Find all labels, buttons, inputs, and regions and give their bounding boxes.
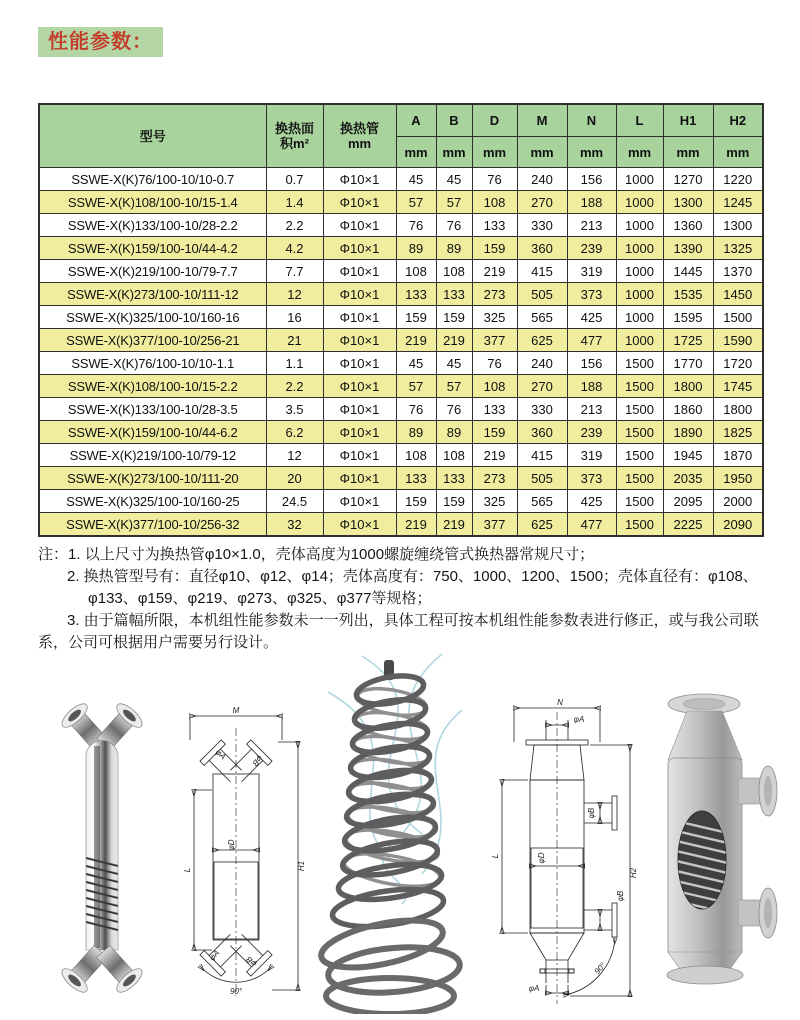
value-cell: 76 (436, 214, 472, 237)
label-phiA-bottom: φA (528, 984, 540, 993)
value-cell: 1370 (713, 260, 763, 283)
value-cell: 1500 (616, 467, 663, 490)
label-phiB-upper: φB (587, 807, 596, 819)
table-row (39, 260, 763, 283)
value-cell: 239 (567, 237, 616, 260)
table-row (39, 168, 763, 191)
value-cell: 1325 (713, 237, 763, 260)
unit-B: mm (436, 137, 472, 168)
value-cell: 565 (517, 490, 567, 513)
note-line-1 (38, 544, 764, 566)
label-phiA-bottom: φA (207, 948, 222, 963)
value-cell: Φ10×1 (323, 237, 396, 260)
value-cell: 159 (396, 306, 436, 329)
unit-A: mm (396, 137, 436, 168)
value-cell: 1.4 (266, 191, 323, 214)
model-cell: SSWE-X(K)325/100-10/160-16 (39, 306, 266, 329)
value-cell: 108 (472, 191, 517, 214)
value-cell: 1500 (616, 352, 663, 375)
spec-table (38, 103, 764, 537)
label-phiB-lower: φB (616, 890, 625, 902)
value-cell: 1800 (713, 398, 763, 421)
value-cell: 565 (517, 306, 567, 329)
value-cell: 2095 (663, 490, 713, 513)
value-cell: 1450 (713, 283, 763, 306)
page-title: 性能参数： (38, 27, 163, 57)
value-cell: Φ10×1 (323, 513, 396, 537)
table-header (39, 104, 763, 168)
tube-header-line1: 换热管 (339, 121, 379, 136)
label-90deg: 90° (229, 987, 243, 996)
value-cell: 3.5 (266, 398, 323, 421)
value-cell: 1720 (713, 352, 763, 375)
unit-H2: mm (713, 137, 763, 168)
table-row (39, 191, 763, 214)
value-cell: 325 (472, 490, 517, 513)
col-header-area (266, 104, 323, 168)
unit-L: mm (616, 137, 663, 168)
value-cell: 89 (396, 237, 436, 260)
value-cell: 1500 (616, 490, 663, 513)
value-cell: 625 (517, 329, 567, 352)
value-cell: 1360 (663, 214, 713, 237)
dim-L (491, 780, 528, 933)
value-cell: 1950 (713, 467, 763, 490)
value-cell: 1000 (616, 260, 663, 283)
value-cell: 1745 (713, 375, 763, 398)
value-cell: 1770 (663, 352, 713, 375)
value-cell: 1890 (663, 421, 713, 444)
value-cell: 1300 (663, 191, 713, 214)
value-cell: 373 (567, 283, 616, 306)
value-cell: 1.1 (266, 352, 323, 375)
bottom-flange (667, 966, 743, 984)
value-cell: 1860 (663, 398, 713, 421)
value-cell: 133 (396, 283, 436, 306)
value-cell: 2.2 (266, 214, 323, 237)
drawing-front-view (166, 700, 306, 1000)
value-cell: 425 (567, 306, 616, 329)
note-item-1: 1. 以上尺寸为换热管φ10×1.0，壳体高度为1000螺旋缠绕管式换热器常规尺寸； (68, 546, 595, 563)
value-cell: 1500 (616, 513, 663, 537)
value-cell: 1445 (663, 260, 713, 283)
lower-side-nozzle (584, 890, 625, 937)
value-cell: 1000 (616, 214, 663, 237)
value-cell: Φ10×1 (323, 467, 396, 490)
value-cell: 45 (396, 168, 436, 191)
value-cell: Φ10×1 (323, 191, 396, 214)
model-cell: SSWE-X(K)377/100-10/256-21 (39, 329, 266, 352)
col-header-D: D (472, 104, 517, 137)
value-cell: 76 (472, 168, 517, 191)
model-cell: SSWE-X(K)159/100-10/44-6.2 (39, 421, 266, 444)
value-cell: Φ10×1 (323, 306, 396, 329)
dim-phiA-bottom (529, 984, 568, 995)
model-cell: SSWE-X(K)219/100-10/79-12 (39, 444, 266, 467)
value-cell: 1300 (713, 214, 763, 237)
table-row (39, 467, 763, 490)
value-cell: 1220 (713, 168, 763, 191)
value-cell: Φ10×1 (323, 329, 396, 352)
value-cell: 415 (517, 444, 567, 467)
area-header-line1: 换热面 (274, 121, 314, 136)
model-cell: SSWE-X(K)76/100-10/10-0.7 (39, 168, 266, 191)
value-cell: 273 (472, 283, 517, 306)
value-cell: 108 (396, 444, 436, 467)
value-cell: 0.7 (266, 168, 323, 191)
label-phiA-top: φA (573, 715, 585, 724)
notes-block (38, 544, 764, 654)
label-L: L (183, 867, 192, 873)
model-cell: SSWE-X(K)108/100-10/15-1.4 (39, 191, 266, 214)
value-cell: 219 (436, 329, 472, 352)
photo-shell-exchanger (642, 688, 792, 988)
value-cell: 12 (266, 444, 323, 467)
model-cell: SSWE-X(K)377/100-10/256-32 (39, 513, 266, 537)
value-cell: Φ10×1 (323, 490, 396, 513)
value-cell: 1800 (663, 375, 713, 398)
coil-outer-layer (330, 671, 446, 932)
value-cell: 1000 (616, 306, 663, 329)
photo-spiral-coil (300, 652, 480, 1014)
value-cell: Φ10×1 (323, 352, 396, 375)
value-cell: 330 (517, 398, 567, 421)
value-cell: 21 (266, 329, 323, 352)
unit-M: mm (517, 137, 567, 168)
value-cell: 76 (396, 398, 436, 421)
value-cell: 2000 (713, 490, 763, 513)
value-cell: 133 (436, 283, 472, 306)
value-cell: 377 (472, 513, 517, 537)
model-cell: SSWE-X(K)133/100-10/28-2.2 (39, 214, 266, 237)
table-row (39, 513, 763, 537)
col-header-H2: H2 (713, 104, 763, 137)
table-row (39, 214, 763, 237)
value-cell: 133 (472, 398, 517, 421)
value-cell: 159 (396, 490, 436, 513)
value-cell: 159 (436, 306, 472, 329)
label-M: M (232, 706, 240, 715)
note-item-2: 2. 换热管型号有：直径φ10、φ12、φ14；壳体高度有：750、1000、1200、1500；壳体直径有：φ108、φ133、φ159、φ219、φ273、φ325、φ377等规格； (67, 568, 758, 607)
note-item-3: 3. 由于篇幅所限，本机组性能参数未一一列出，具体工程可按本机组性能参数表进行修正，或与我公司联系，公司可根据用户需要另行设计。 (38, 612, 759, 651)
value-cell: 625 (517, 513, 567, 537)
value-cell: Φ10×1 (323, 168, 396, 191)
value-cell: 108 (472, 375, 517, 398)
value-cell: 505 (517, 467, 567, 490)
label-L: L (491, 853, 500, 859)
value-cell: 2225 (663, 513, 713, 537)
value-cell: 1825 (713, 421, 763, 444)
value-cell: 1000 (616, 283, 663, 306)
table-row (39, 329, 763, 352)
value-cell: 330 (517, 214, 567, 237)
label-phiD: φD (227, 839, 236, 851)
value-cell: Φ10×1 (323, 444, 396, 467)
table-row (39, 375, 763, 398)
col-header-N: N (567, 104, 616, 137)
value-cell: 477 (567, 513, 616, 537)
label-phiA-top: φA (213, 747, 228, 762)
label-phiB-top: φB (250, 753, 265, 768)
value-cell: 45 (436, 352, 472, 375)
value-cell: 377 (472, 329, 517, 352)
table-row (39, 398, 763, 421)
col-header-A: A (396, 104, 436, 137)
value-cell: 1500 (616, 398, 663, 421)
value-cell: 1500 (713, 306, 763, 329)
value-cell: 240 (517, 352, 567, 375)
table-row (39, 283, 763, 306)
value-cell: 319 (567, 260, 616, 283)
value-cell: 219 (472, 260, 517, 283)
value-cell: Φ10×1 (323, 283, 396, 306)
value-cell: 89 (436, 421, 472, 444)
model-cell: SSWE-X(K)133/100-10/28-3.5 (39, 398, 266, 421)
col-header-L: L (616, 104, 663, 137)
model-cell: SSWE-X(K)108/100-10/15-2.2 (39, 375, 266, 398)
value-cell: 1500 (616, 375, 663, 398)
value-cell: 360 (517, 237, 567, 260)
top-cone (668, 711, 742, 760)
value-cell: 325 (472, 306, 517, 329)
value-cell: 89 (396, 421, 436, 444)
value-cell: 505 (517, 283, 567, 306)
drawing-side-view (482, 698, 642, 1008)
model-cell: SSWE-X(K)219/100-10/79-7.7 (39, 260, 266, 283)
unit-H1: mm (663, 137, 713, 168)
value-cell: 133 (436, 467, 472, 490)
value-cell: 57 (436, 375, 472, 398)
model-cell: SSWE-X(K)273/100-10/111-12 (39, 283, 266, 306)
value-cell: 273 (472, 467, 517, 490)
angle-arc (564, 938, 615, 995)
value-cell: 219 (396, 329, 436, 352)
value-cell: 45 (436, 168, 472, 191)
value-cell: 213 (567, 214, 616, 237)
value-cell: 373 (567, 467, 616, 490)
dim-H2 (570, 745, 638, 996)
value-cell: 24.5 (266, 490, 323, 513)
value-cell: 57 (396, 375, 436, 398)
value-cell: 188 (567, 191, 616, 214)
value-cell: 240 (517, 168, 567, 191)
col-header-B: B (436, 104, 472, 137)
model-cell: SSWE-X(K)325/100-10/160-25 (39, 490, 266, 513)
value-cell: 1945 (663, 444, 713, 467)
table-row (39, 490, 763, 513)
label-90deg: 90° (592, 960, 608, 976)
value-cell: 159 (472, 421, 517, 444)
value-cell: 319 (567, 444, 616, 467)
value-cell: 188 (567, 375, 616, 398)
value-cell: Φ10×1 (323, 421, 396, 444)
value-cell: 1595 (663, 306, 713, 329)
note-prefix: 注： (38, 546, 69, 563)
value-cell: Φ10×1 (323, 214, 396, 237)
value-cell: 4.2 (266, 237, 323, 260)
table-row (39, 306, 763, 329)
value-cell: 1500 (616, 421, 663, 444)
value-cell: 57 (396, 191, 436, 214)
value-cell: 2.2 (266, 375, 323, 398)
value-cell: 45 (396, 352, 436, 375)
value-cell: 2090 (713, 513, 763, 537)
value-cell: 1870 (713, 444, 763, 467)
table-row (39, 421, 763, 444)
value-cell: 89 (436, 237, 472, 260)
value-cell: 1000 (616, 329, 663, 352)
upper-nozzle (738, 766, 777, 816)
model-cell: SSWE-X(K)273/100-10/111-20 (39, 467, 266, 490)
value-cell: 1000 (616, 191, 663, 214)
col-header-model: 型号 (39, 104, 266, 168)
value-cell: 2035 (663, 467, 713, 490)
label-N: N (557, 698, 563, 707)
value-cell: 1535 (663, 283, 713, 306)
value-cell: 20 (266, 467, 323, 490)
value-cell: 270 (517, 191, 567, 214)
label-H1: H1 (297, 860, 306, 872)
value-cell: 7.7 (266, 260, 323, 283)
value-cell: Φ10×1 (323, 398, 396, 421)
table-row (39, 237, 763, 260)
value-cell: 239 (567, 421, 616, 444)
value-cell: 1270 (663, 168, 713, 191)
value-cell: 270 (517, 375, 567, 398)
label-phiD: φD (537, 852, 546, 864)
model-cell: SSWE-X(K)76/100-10/10-1.1 (39, 352, 266, 375)
value-cell: 108 (436, 444, 472, 467)
tube-header-line2: mm (347, 136, 372, 151)
value-cell: 1390 (663, 237, 713, 260)
value-cell: 76 (472, 352, 517, 375)
value-cell: 415 (517, 260, 567, 283)
value-cell: 133 (472, 214, 517, 237)
value-cell: 477 (567, 329, 616, 352)
value-cell: 159 (472, 237, 517, 260)
value-cell: 108 (396, 260, 436, 283)
value-cell: 1500 (616, 444, 663, 467)
value-cell: 156 (567, 352, 616, 375)
value-cell: 76 (396, 214, 436, 237)
table-body (39, 168, 763, 537)
upper-side-nozzle (584, 796, 617, 830)
value-cell: 1000 (616, 168, 663, 191)
value-cell: 1725 (663, 329, 713, 352)
value-cell: 108 (436, 260, 472, 283)
area-header-line2: 积m² (280, 136, 309, 151)
unit-D: mm (472, 137, 517, 168)
value-cell: 219 (472, 444, 517, 467)
value-cell: 156 (567, 168, 616, 191)
label-phiB-bottom: φB (244, 954, 259, 969)
photo-vertical-exchanger (36, 700, 166, 995)
value-cell: 425 (567, 490, 616, 513)
value-cell: Φ10×1 (323, 260, 396, 283)
table-row (39, 444, 763, 467)
unit-N: mm (567, 137, 616, 168)
label-H2: H2 (629, 867, 638, 879)
col-header-tube (323, 104, 396, 168)
value-cell: 133 (396, 467, 436, 490)
table-row (39, 352, 763, 375)
value-cell: 32 (266, 513, 323, 537)
value-cell: 219 (396, 513, 436, 537)
value-cell: Φ10×1 (323, 375, 396, 398)
value-cell: 360 (517, 421, 567, 444)
col-header-H1: H1 (663, 104, 713, 137)
value-cell: 1590 (713, 329, 763, 352)
value-cell: 76 (436, 398, 472, 421)
value-cell: 213 (567, 398, 616, 421)
value-cell: 219 (436, 513, 472, 537)
dim-L (183, 790, 212, 950)
value-cell: 16 (266, 306, 323, 329)
value-cell: 12 (266, 283, 323, 306)
value-cell: 1000 (616, 237, 663, 260)
value-cell: 159 (436, 490, 472, 513)
model-cell: SSWE-X(K)159/100-10/44-4.2 (39, 237, 266, 260)
value-cell: 6.2 (266, 421, 323, 444)
value-cell: 1245 (713, 191, 763, 214)
value-cell: 57 (436, 191, 472, 214)
lower-nozzle (738, 888, 777, 938)
col-header-M: M (517, 104, 567, 137)
